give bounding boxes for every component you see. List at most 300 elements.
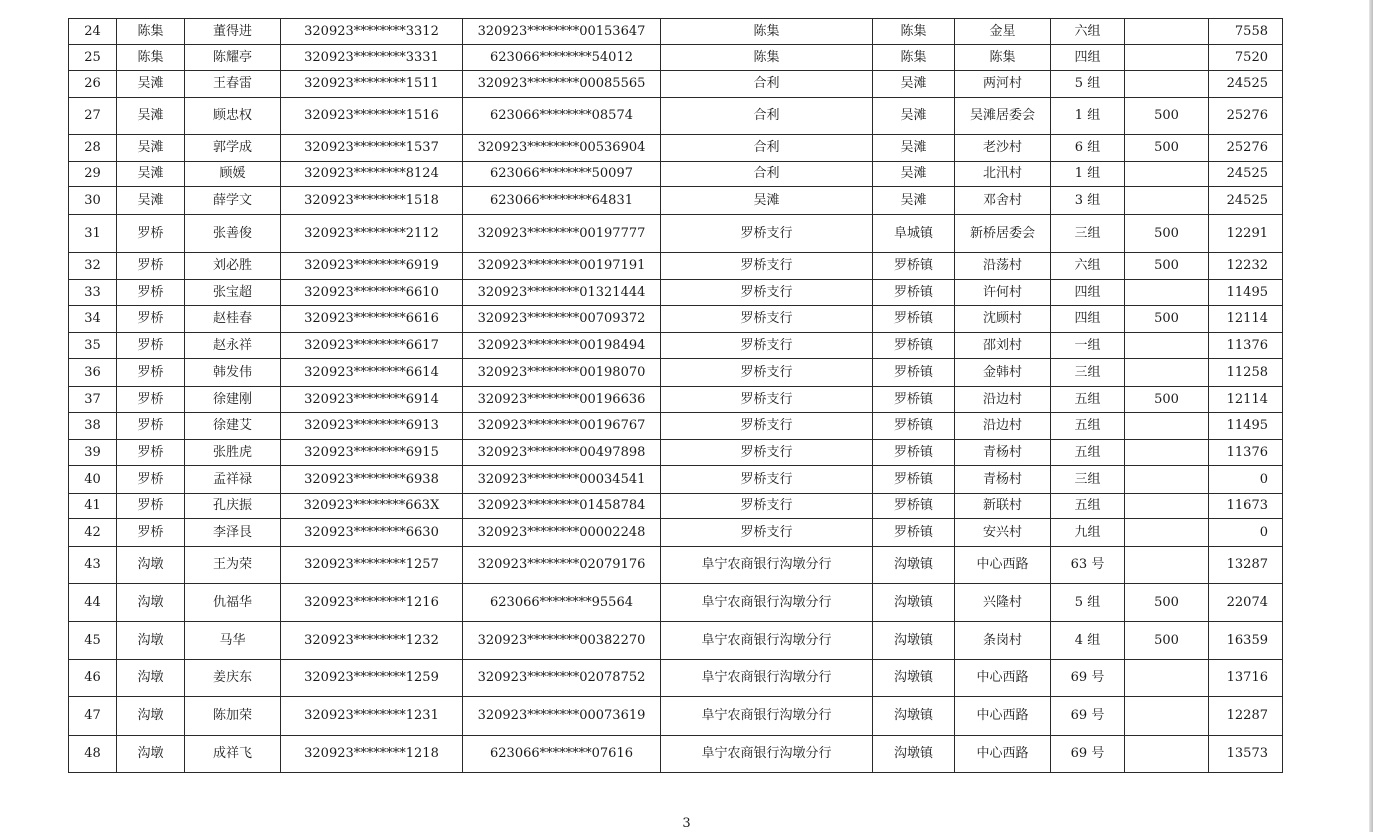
cell-group: 一组	[1051, 333, 1125, 359]
cell-subsidy: 500	[1125, 584, 1209, 622]
cell-account-number: 623066********08574	[463, 98, 661, 135]
cell-township: 罗桥	[117, 440, 185, 466]
cell-bank-branch: 合利	[661, 162, 873, 187]
cell-subsidy	[1125, 440, 1209, 466]
table-body	[69, 19, 1283, 773]
cell-row-number: 30	[69, 187, 117, 215]
cell-id-number: 320923********3312	[281, 19, 463, 45]
cell-account-number: 320923********00382270	[463, 622, 661, 660]
cell-name: 仇福华	[185, 584, 281, 622]
cell-name: 王为荣	[185, 547, 281, 584]
cell-name: 顾媛	[185, 162, 281, 187]
cell-account-number: 320923********00709372	[463, 306, 661, 333]
cell-town: 吴滩	[873, 98, 955, 135]
cell-subsidy: 500	[1125, 306, 1209, 333]
cell-row-number: 38	[69, 413, 117, 440]
cell-amount: 22074	[1209, 584, 1283, 622]
cell-id-number: 320923********6915	[281, 440, 463, 466]
cell-village: 兴隆村	[955, 584, 1051, 622]
cell-id-number: 320923********1218	[281, 736, 463, 773]
cell-account-number: 320923********00085565	[463, 71, 661, 98]
cell-row-number: 42	[69, 519, 117, 547]
cell-town: 吴滩	[873, 187, 955, 215]
cell-town: 罗桥镇	[873, 440, 955, 466]
cell-name: 孟祥禄	[185, 466, 281, 494]
cell-subsidy	[1125, 359, 1209, 387]
table-row	[69, 359, 1283, 387]
cell-town: 罗桥镇	[873, 306, 955, 333]
cell-township: 罗桥	[117, 494, 185, 519]
cell-group: 5 组	[1051, 71, 1125, 98]
cell-name: 王春雷	[185, 71, 281, 98]
cell-bank-branch: 阜宁农商银行沟墩分行	[661, 622, 873, 660]
cell-row-number: 40	[69, 466, 117, 494]
table-row	[69, 71, 1283, 98]
cell-group: 69 号	[1051, 697, 1125, 736]
cell-bank-branch: 罗桥支行	[661, 387, 873, 413]
cell-village: 条岗村	[955, 622, 1051, 660]
cell-amount: 24525	[1209, 162, 1283, 187]
cell-group: 5 组	[1051, 584, 1125, 622]
cell-bank-branch: 罗桥支行	[661, 519, 873, 547]
cell-name: 郭学成	[185, 135, 281, 162]
cell-village: 青杨村	[955, 440, 1051, 466]
cell-bank-branch: 陈集	[661, 19, 873, 45]
cell-township: 沟墩	[117, 736, 185, 773]
table-row	[69, 98, 1283, 135]
cell-town: 沟墩镇	[873, 584, 955, 622]
cell-town: 罗桥镇	[873, 519, 955, 547]
cell-group: 6 组	[1051, 135, 1125, 162]
cell-id-number: 320923********6614	[281, 359, 463, 387]
cell-group: 四组	[1051, 45, 1125, 71]
cell-name: 赵桂春	[185, 306, 281, 333]
cell-row-number: 39	[69, 440, 117, 466]
cell-name: 孔庆振	[185, 494, 281, 519]
cell-township: 罗桥	[117, 215, 185, 253]
cell-id-number: 320923********1257	[281, 547, 463, 584]
cell-bank-branch: 罗桥支行	[661, 280, 873, 306]
cell-row-number: 31	[69, 215, 117, 253]
table-row	[69, 19, 1283, 45]
cell-town: 吴滩	[873, 162, 955, 187]
cell-township: 沟墩	[117, 660, 185, 697]
cell-id-number: 320923********6913	[281, 413, 463, 440]
table-row	[69, 253, 1283, 280]
cell-township: 罗桥	[117, 306, 185, 333]
cell-row-number: 35	[69, 333, 117, 359]
cell-id-number: 320923********6914	[281, 387, 463, 413]
table-row	[69, 440, 1283, 466]
cell-row-number: 28	[69, 135, 117, 162]
cell-town: 罗桥镇	[873, 280, 955, 306]
cell-subsidy	[1125, 333, 1209, 359]
cell-village: 沈顾村	[955, 306, 1051, 333]
cell-subsidy	[1125, 547, 1209, 584]
cell-village: 新桥居委会	[955, 215, 1051, 253]
cell-name: 张宝超	[185, 280, 281, 306]
table-row	[69, 547, 1283, 584]
cell-bank-branch: 合利	[661, 98, 873, 135]
cell-subsidy	[1125, 19, 1209, 45]
cell-row-number: 26	[69, 71, 117, 98]
cell-subsidy: 500	[1125, 135, 1209, 162]
scan-edge-shadow	[1369, 0, 1373, 832]
cell-row-number: 41	[69, 494, 117, 519]
cell-row-number: 43	[69, 547, 117, 584]
cell-group: 69 号	[1051, 736, 1125, 773]
cell-bank-branch: 阜宁农商银行沟墩分行	[661, 547, 873, 584]
cell-amount: 24525	[1209, 71, 1283, 98]
cell-amount: 0	[1209, 466, 1283, 494]
cell-name: 姜庆东	[185, 660, 281, 697]
cell-bank-branch: 阜宁农商银行沟墩分行	[661, 660, 873, 697]
cell-town: 罗桥镇	[873, 413, 955, 440]
cell-township: 罗桥	[117, 359, 185, 387]
cell-village: 新联村	[955, 494, 1051, 519]
cell-village: 金韩村	[955, 359, 1051, 387]
cell-id-number: 320923********6616	[281, 306, 463, 333]
cell-row-number: 44	[69, 584, 117, 622]
cell-group: 五组	[1051, 387, 1125, 413]
cell-town: 罗桥镇	[873, 333, 955, 359]
cell-bank-branch: 罗桥支行	[661, 215, 873, 253]
cell-village: 沿边村	[955, 413, 1051, 440]
cell-account-number: 320923********00198070	[463, 359, 661, 387]
table-row	[69, 280, 1283, 306]
cell-subsidy: 500	[1125, 253, 1209, 280]
cell-id-number: 320923********1537	[281, 135, 463, 162]
cell-account-number: 320923********00034541	[463, 466, 661, 494]
cell-account-number: 320923********00197191	[463, 253, 661, 280]
cell-amount: 12287	[1209, 697, 1283, 736]
cell-bank-branch: 罗桥支行	[661, 306, 873, 333]
cell-bank-branch: 罗桥支行	[661, 253, 873, 280]
table-row	[69, 306, 1283, 333]
cell-bank-branch: 陈集	[661, 45, 873, 71]
cell-township: 罗桥	[117, 519, 185, 547]
cell-row-number: 47	[69, 697, 117, 736]
cell-village: 北汛村	[955, 162, 1051, 187]
cell-town: 吴滩	[873, 71, 955, 98]
cell-town: 罗桥镇	[873, 359, 955, 387]
cell-group: 3 组	[1051, 187, 1125, 215]
cell-village: 沿荡村	[955, 253, 1051, 280]
cell-village: 老沙村	[955, 135, 1051, 162]
cell-township: 陈集	[117, 19, 185, 45]
cell-name: 薛学文	[185, 187, 281, 215]
cell-town: 罗桥镇	[873, 387, 955, 413]
cell-group: 三组	[1051, 466, 1125, 494]
cell-account-number: 320923********00002248	[463, 519, 661, 547]
cell-village: 中心西路	[955, 660, 1051, 697]
cell-village: 沿边村	[955, 387, 1051, 413]
cell-township: 沟墩	[117, 547, 185, 584]
cell-bank-branch: 吴滩	[661, 187, 873, 215]
cell-subsidy: 500	[1125, 215, 1209, 253]
cell-subsidy	[1125, 45, 1209, 71]
cell-id-number: 320923********2112	[281, 215, 463, 253]
cell-township: 罗桥	[117, 280, 185, 306]
cell-bank-branch: 罗桥支行	[661, 466, 873, 494]
cell-name: 徐建刚	[185, 387, 281, 413]
cell-bank-branch: 阜宁农商银行沟墩分行	[661, 697, 873, 736]
cell-row-number: 37	[69, 387, 117, 413]
cell-bank-branch: 阜宁农商银行沟墩分行	[661, 736, 873, 773]
table-row	[69, 466, 1283, 494]
cell-group: 1 组	[1051, 98, 1125, 135]
cell-village: 中心西路	[955, 697, 1051, 736]
cell-amount: 12114	[1209, 387, 1283, 413]
cell-town: 罗桥镇	[873, 466, 955, 494]
cell-amount: 11376	[1209, 440, 1283, 466]
cell-id-number: 320923********8124	[281, 162, 463, 187]
cell-subsidy	[1125, 466, 1209, 494]
cell-row-number: 36	[69, 359, 117, 387]
cell-amount: 13573	[1209, 736, 1283, 773]
cell-subsidy	[1125, 519, 1209, 547]
cell-group: 九组	[1051, 519, 1125, 547]
cell-id-number: 320923********6938	[281, 466, 463, 494]
table-row	[69, 333, 1283, 359]
cell-town: 沟墩镇	[873, 547, 955, 584]
cell-row-number: 33	[69, 280, 117, 306]
cell-group: 四组	[1051, 280, 1125, 306]
cell-subsidy	[1125, 736, 1209, 773]
table-row	[69, 622, 1283, 660]
table-row	[69, 736, 1283, 773]
cell-village: 许何村	[955, 280, 1051, 306]
cell-group: 1 组	[1051, 162, 1125, 187]
cell-id-number: 320923********6630	[281, 519, 463, 547]
page-number: 3	[682, 816, 691, 831]
cell-bank-branch: 合利	[661, 71, 873, 98]
cell-town: 吴滩	[873, 135, 955, 162]
cell-amount: 7520	[1209, 45, 1283, 71]
cell-account-number: 623066********07616	[463, 736, 661, 773]
cell-account-number: 320923********02078752	[463, 660, 661, 697]
cell-bank-branch: 罗桥支行	[661, 494, 873, 519]
cell-subsidy: 500	[1125, 387, 1209, 413]
table-row	[69, 135, 1283, 162]
cell-amount: 11673	[1209, 494, 1283, 519]
table-row	[69, 519, 1283, 547]
cell-account-number: 320923********01321444	[463, 280, 661, 306]
cell-account-number: 320923********00196636	[463, 387, 661, 413]
cell-township: 吴滩	[117, 187, 185, 215]
cell-name: 张胜虎	[185, 440, 281, 466]
cell-village: 金星	[955, 19, 1051, 45]
cell-account-number: 623066********95564	[463, 584, 661, 622]
cell-township: 吴滩	[117, 162, 185, 187]
cell-bank-branch: 罗桥支行	[661, 413, 873, 440]
cell-township: 沟墩	[117, 697, 185, 736]
table-row	[69, 660, 1283, 697]
cell-group: 六组	[1051, 19, 1125, 45]
cell-town: 罗桥镇	[873, 253, 955, 280]
cell-subsidy	[1125, 494, 1209, 519]
cell-bank-branch: 罗桥支行	[661, 440, 873, 466]
cell-id-number: 320923********1518	[281, 187, 463, 215]
cell-account-number: 623066********54012	[463, 45, 661, 71]
table-row	[69, 413, 1283, 440]
cell-row-number: 25	[69, 45, 117, 71]
cell-township: 陈集	[117, 45, 185, 71]
cell-amount: 11376	[1209, 333, 1283, 359]
cell-village: 吴滩居委会	[955, 98, 1051, 135]
cell-id-number: 320923********663X	[281, 494, 463, 519]
cell-name: 董得进	[185, 19, 281, 45]
cell-id-number: 320923********6617	[281, 333, 463, 359]
cell-account-number: 320923********00153647	[463, 19, 661, 45]
cell-account-number: 623066********64831	[463, 187, 661, 215]
cell-amount: 12291	[1209, 215, 1283, 253]
cell-group: 三组	[1051, 359, 1125, 387]
cell-name: 陈耀亭	[185, 45, 281, 71]
cell-amount: 0	[1209, 519, 1283, 547]
cell-amount: 13287	[1209, 547, 1283, 584]
cell-subsidy	[1125, 697, 1209, 736]
cell-subsidy	[1125, 187, 1209, 215]
cell-township: 罗桥	[117, 466, 185, 494]
cell-amount: 25276	[1209, 135, 1283, 162]
cell-row-number: 45	[69, 622, 117, 660]
cell-account-number: 320923********00198494	[463, 333, 661, 359]
data-table	[68, 18, 1283, 773]
cell-account-number: 320923********00197777	[463, 215, 661, 253]
cell-village: 中心西路	[955, 547, 1051, 584]
table-row	[69, 162, 1283, 187]
cell-id-number: 320923********1259	[281, 660, 463, 697]
cell-amount: 16359	[1209, 622, 1283, 660]
cell-amount: 25276	[1209, 98, 1283, 135]
cell-row-number: 34	[69, 306, 117, 333]
cell-township: 罗桥	[117, 413, 185, 440]
cell-name: 成祥飞	[185, 736, 281, 773]
cell-town: 罗桥镇	[873, 494, 955, 519]
cell-row-number: 24	[69, 19, 117, 45]
table-row	[69, 697, 1283, 736]
cell-subsidy: 500	[1125, 622, 1209, 660]
cell-village: 陈集	[955, 45, 1051, 71]
cell-town: 阜城镇	[873, 215, 955, 253]
cell-id-number: 320923********1232	[281, 622, 463, 660]
table-row	[69, 215, 1283, 253]
cell-name: 徐建艾	[185, 413, 281, 440]
cell-id-number: 320923********6610	[281, 280, 463, 306]
cell-group: 4 组	[1051, 622, 1125, 660]
cell-name: 刘必胜	[185, 253, 281, 280]
cell-bank-branch: 阜宁农商银行沟墩分行	[661, 584, 873, 622]
cell-village: 邵刘村	[955, 333, 1051, 359]
cell-township: 吴滩	[117, 135, 185, 162]
cell-group: 六组	[1051, 253, 1125, 280]
cell-name: 韩发伟	[185, 359, 281, 387]
cell-town: 陈集	[873, 45, 955, 71]
cell-amount: 12232	[1209, 253, 1283, 280]
cell-name: 陈加荣	[185, 697, 281, 736]
cell-town: 沟墩镇	[873, 622, 955, 660]
cell-subsidy: 500	[1125, 98, 1209, 135]
cell-amount: 13716	[1209, 660, 1283, 697]
cell-town: 陈集	[873, 19, 955, 45]
cell-id-number: 320923********3331	[281, 45, 463, 71]
cell-id-number: 320923********1516	[281, 98, 463, 135]
cell-account-number: 623066********50097	[463, 162, 661, 187]
cell-id-number: 320923********1511	[281, 71, 463, 98]
cell-account-number: 320923********01458784	[463, 494, 661, 519]
cell-account-number: 320923********00073619	[463, 697, 661, 736]
cell-township: 罗桥	[117, 387, 185, 413]
cell-bank-branch: 合利	[661, 135, 873, 162]
cell-account-number: 320923********00536904	[463, 135, 661, 162]
cell-town: 沟墩镇	[873, 736, 955, 773]
cell-town: 沟墩镇	[873, 660, 955, 697]
cell-group: 63 号	[1051, 547, 1125, 584]
cell-village: 青杨村	[955, 466, 1051, 494]
cell-group: 五组	[1051, 413, 1125, 440]
table-row	[69, 494, 1283, 519]
cell-township: 沟墩	[117, 584, 185, 622]
cell-id-number: 320923********1231	[281, 697, 463, 736]
cell-village: 两河村	[955, 71, 1051, 98]
cell-subsidy	[1125, 162, 1209, 187]
cell-name: 顾忠权	[185, 98, 281, 135]
cell-bank-branch: 罗桥支行	[661, 359, 873, 387]
cell-amount: 24525	[1209, 187, 1283, 215]
cell-row-number: 48	[69, 736, 117, 773]
cell-group: 69 号	[1051, 660, 1125, 697]
cell-group: 四组	[1051, 306, 1125, 333]
cell-village: 邓舍村	[955, 187, 1051, 215]
cell-name: 马华	[185, 622, 281, 660]
cell-subsidy	[1125, 280, 1209, 306]
cell-name: 张善俊	[185, 215, 281, 253]
cell-amount: 11258	[1209, 359, 1283, 387]
cell-amount: 11495	[1209, 280, 1283, 306]
table-row	[69, 387, 1283, 413]
cell-name: 李泽艮	[185, 519, 281, 547]
cell-account-number: 320923********02079176	[463, 547, 661, 584]
cell-amount: 12114	[1209, 306, 1283, 333]
cell-group: 三组	[1051, 215, 1125, 253]
cell-amount: 7558	[1209, 19, 1283, 45]
table-row	[69, 45, 1283, 71]
cell-row-number: 29	[69, 162, 117, 187]
cell-row-number: 46	[69, 660, 117, 697]
cell-village: 中心西路	[955, 736, 1051, 773]
cell-group: 五组	[1051, 440, 1125, 466]
cell-town: 沟墩镇	[873, 697, 955, 736]
cell-name: 赵永祥	[185, 333, 281, 359]
cell-bank-branch: 罗桥支行	[661, 333, 873, 359]
cell-group: 五组	[1051, 494, 1125, 519]
cell-account-number: 320923********00497898	[463, 440, 661, 466]
cell-subsidy	[1125, 71, 1209, 98]
table-row	[69, 187, 1283, 215]
cell-subsidy	[1125, 660, 1209, 697]
cell-row-number: 27	[69, 98, 117, 135]
cell-account-number: 320923********00196767	[463, 413, 661, 440]
table-row	[69, 584, 1283, 622]
cell-township: 吴滩	[117, 98, 185, 135]
cell-id-number: 320923********6919	[281, 253, 463, 280]
cell-amount: 11495	[1209, 413, 1283, 440]
cell-township: 沟墩	[117, 622, 185, 660]
cell-id-number: 320923********1216	[281, 584, 463, 622]
cell-row-number: 32	[69, 253, 117, 280]
cell-township: 罗桥	[117, 253, 185, 280]
